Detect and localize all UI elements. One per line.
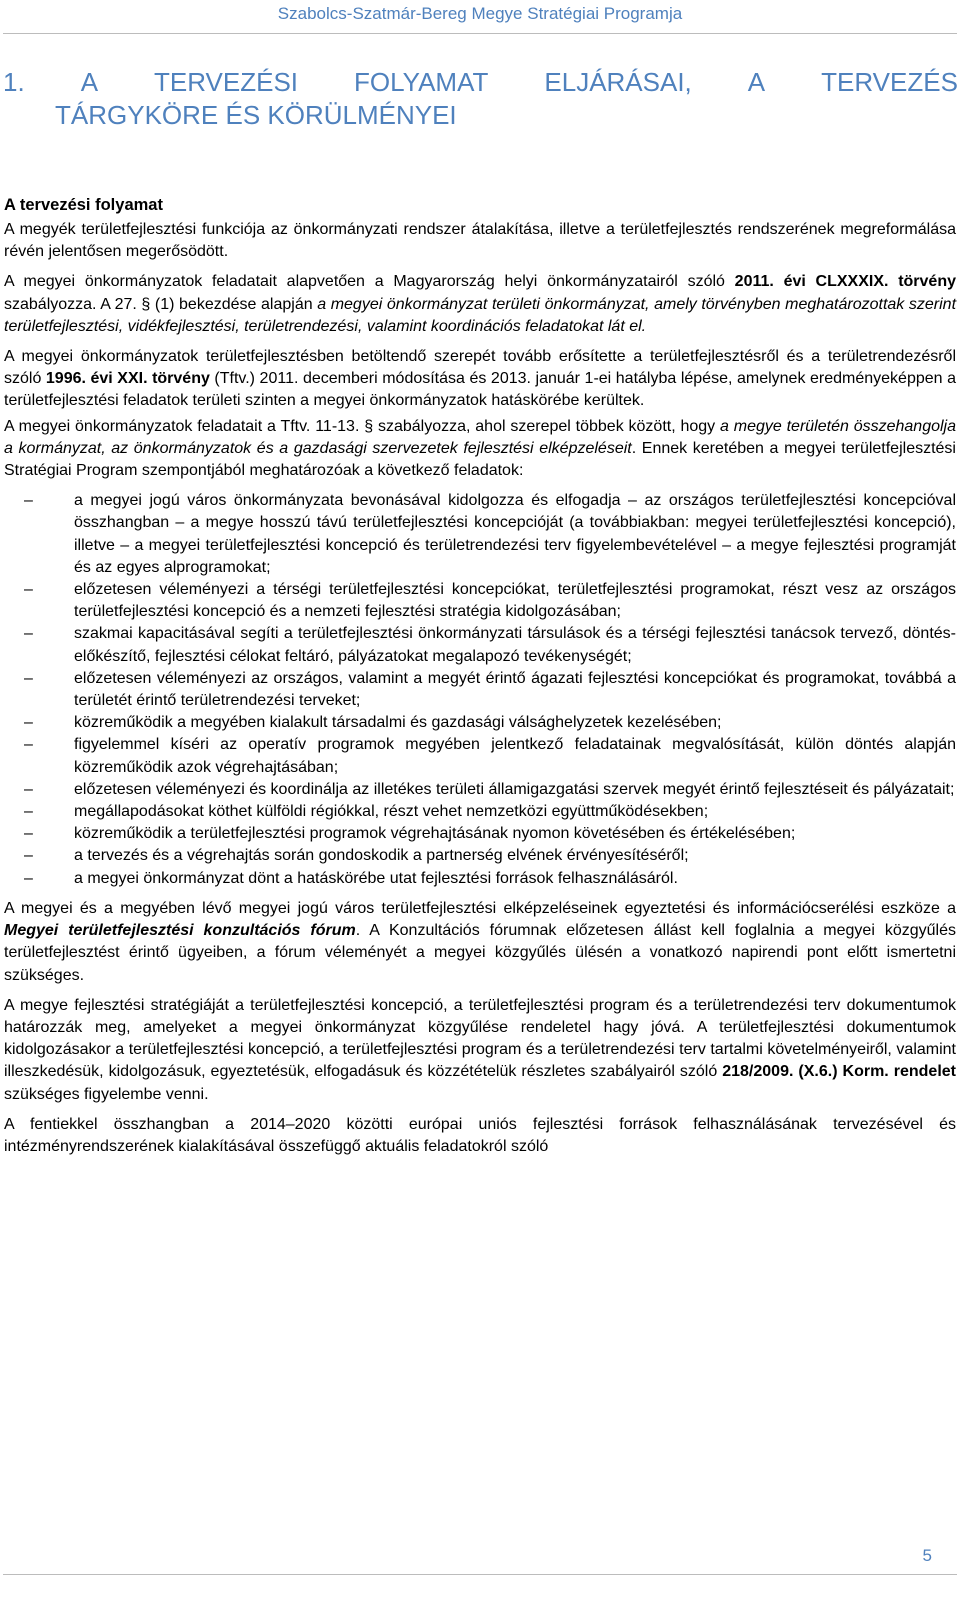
task-text: megállapodásokat köthet külföldi régiókkal, részt vehet nemzetközi együttműködésekben;	[74, 803, 709, 821]
task-list-item	[4, 579, 956, 623]
paragraph-3	[4, 346, 956, 413]
task-list-item	[4, 490, 956, 579]
law-reference-2011: 2011. évi CLXXXIX. törvény	[734, 273, 956, 291]
dash-bullet: –	[24, 714, 33, 732]
chapter-title-line-2: TÁRGYKÖRE ÉS KÖRÜLMÉNYEI	[55, 100, 457, 130]
task-list-item	[4, 868, 956, 890]
chapter-title-word: TERVEZÉS	[821, 67, 958, 97]
dash-bullet: –	[24, 581, 33, 599]
task-list	[4, 490, 956, 890]
paragraph-6	[4, 995, 956, 1106]
paragraph-4-quote: a megye területén összehangolja a kormányzat, az önkormányzatok és a gazdasági szervezetek fejlesztési elképzeléseit	[4, 417, 957, 457]
dash-bullet: –	[24, 803, 33, 821]
page-body	[4, 194, 956, 1166]
paragraph-7: A fentiekkel összhangban a 2014–2020 közötti európai uniós fejlesztési források felhasználásának tervezésével és intézményrendszerének kialakításával összefüggő aktuális feladatokról szóló	[4, 1115, 956, 1155]
paragraph-2-text-a: A megyei önkormányzatok feladatait alapvetően a Magyarország helyi önkormányzatairól szóló	[4, 273, 735, 291]
task-list-item	[4, 801, 956, 823]
chapter-title-word: A	[80, 67, 99, 97]
task-list-item	[4, 734, 956, 778]
paragraph-3-text-a: A megyei önkormányzatok területfejlesztésben betöltendő szerepét tovább erősítette a területfejlesztésről és a területrendezésről szóló	[4, 348, 956, 388]
task-list-item	[4, 668, 956, 712]
task-list-item	[4, 712, 956, 734]
footer-divider	[3, 1574, 957, 1575]
dash-bullet: –	[24, 492, 33, 510]
task-list-item	[4, 823, 956, 845]
paragraph-4-text-a: A megyei önkormányzatok feladatait a Tftv. 11-13. § szabályozza, ahol szerepel többek között, hogy	[4, 417, 721, 435]
law-reference-1996: 1996. évi XXI. törvény	[45, 370, 210, 388]
paragraph-4	[4, 416, 956, 483]
chapter-title-word: TERVEZÉSI	[154, 67, 299, 97]
paragraph-3-text-c: (Tftv.) 2011. decemberi módosítása és 2013. január 1-ei hatályba lépése, amelynek eredményeképpen a területfejlesztési feladatok területi szinten a megyei önkormányzatok hatáskörébe kerültek.	[4, 370, 956, 410]
dash-bullet: –	[24, 669, 33, 687]
chapter-number: 1.	[3, 67, 25, 97]
chapter-title-word: ELJÁRÁSAI,	[544, 67, 692, 97]
paragraph-2-quote: a megyei önkormányzat területi önkormányzat, amely törvényben meghatározottak szerint területfejlesztési, vidékfejlesztési, területrendezési, valamint koordinációs feladatokat lát el.	[4, 295, 957, 335]
task-text: előzetesen véleményezi és koordinálja az illetékes területi államigazgatási szervek megyét érintő fejlesztéseit és pályázatait;	[74, 780, 955, 798]
dash-bullet: –	[24, 736, 33, 754]
page-number: 5	[922, 1546, 932, 1565]
task-text: a megyei önkormányzat dönt a hatáskörébe utat fejlesztési források felhasználásáról.	[74, 869, 678, 887]
dash-bullet: –	[24, 869, 33, 887]
task-text: közreműködik a megyében kialakult társadalmi és gazdasági válsághelyzetek kezelésében;	[74, 714, 722, 732]
dash-bullet: –	[24, 780, 33, 798]
decree-reference: 218/2009. (X.6.) Korm. rendelet	[722, 1063, 956, 1081]
paragraph-5-text-c: . A Konzultációs fórumnak előzetesen állást kell foglalnia a megyei közgyűlés területfejlesztést érintő ügyeiben, a fórum véleményét a megyei közgyűlés ülésén a vonatkozó napirendi pont előtt ismertetni szükséges.	[4, 922, 956, 984]
task-text: előzetesen véleményezi az országos, valamint a megyét érintő ágazati fejlesztési koncepciókat és programokat, továbbá a területét érintő területrendezési terveket;	[74, 669, 956, 710]
chapter-title-word: FOLYAMAT	[354, 67, 489, 97]
task-list-item	[4, 779, 956, 801]
task-text: közreműködik a területfejlesztési programok végrehajtásának nyomon követésében és értékelésében;	[74, 825, 796, 843]
task-list-item	[4, 623, 956, 667]
paragraph-2-text-c: szabályozza. A 27. § (1) bekezdése alapján	[4, 295, 318, 313]
chapter-title-line-1	[3, 66, 958, 99]
paragraph-6-text-a: A megye fejlesztési stratégiáját a területfejlesztési koncepció, a területfejlesztési program és a területrendezési terv dokumentumok határozzák meg, amelyeket a megyei önkormányzat közgyűlése rendeletel hagy jóvá. A területfejlesztési dokumentumok kidolgozásakor a területfejlesztési koncepció, a területfejlesztési program és a területrendezési terv tartalmi követelményeiről, valamint illeszkedésük, kidolgozásuk, egyeztetésük, elfogadásuk és közzétételük részletes szabályairól szóló	[4, 996, 956, 1081]
task-list-item	[4, 845, 956, 867]
dash-bullet: –	[24, 625, 33, 643]
chapter-title	[3, 66, 958, 132]
paragraph-5-text-a: A megyei és a megyében lévő megyei jogú város területfejlesztési elképzeléseinek egyeztetési és információcserélési eszköze a	[4, 899, 956, 917]
paragraph-2	[4, 271, 956, 338]
task-text: a tervezés és a végrehajtás során gondoskodik a partnerség elvének érvényesítéséről;	[74, 847, 689, 865]
paragraph-1: A megyék területfejlesztési funkciója az önkormányzati rendszer átalakítása, illetve a területfejlesztés rendszerének megreformálása révén jelentősen megerősödött.	[4, 221, 956, 261]
chapter-title-word: A	[747, 67, 766, 97]
dash-bullet: –	[24, 847, 33, 865]
paragraph-4-text-c: . Ennek keretében a megyei területfejlesztési Stratégiai Program szempontjából meghatározóak a következő feladatok:	[4, 439, 956, 480]
task-text: a megyei jogú város önkormányzata bevonásával kidolgozza és elfogadja – az országos területfejlesztési koncepcióval összhangban – a megye hosszú távú területfejlesztési koncepcióját (a továbbiakban: megyei területfejlesztési koncepció), illetve – a megyei területfejlesztési koncepció és területrendezési terv figyelembevételével – a megye fejlesztési programját és az egyes alprogramokat;	[74, 492, 956, 576]
dash-bullet: –	[24, 825, 33, 843]
task-text: szakmai kapacitásával segíti a területfejlesztési önkormányzati társulások és a térségi fejlesztési tanácsok tervező, döntés-előkészítő, fejlesztési célokat feltáró, pályázatokat megalapozó tevékenységét;	[74, 625, 956, 665]
task-text: előzetesen véleményezi a térségi területfejlesztési koncepciókat, területfejlesztési programokat, részt vesz az országos területfejlesztési koncepció és a nemzeti fejlesztési stratégia kidolgozásában;	[74, 581, 956, 621]
paragraph-5	[4, 898, 956, 987]
section-heading: A tervezési folyamat	[4, 196, 163, 214]
task-text: figyelemmel kíséri az operatív programok megyében jelentkező feladatainak megvalósítását, külön döntés alapján közreműködik azok végrehajtásában;	[74, 736, 956, 776]
header-divider	[3, 33, 957, 34]
paragraph-6-text-c: szükséges figyelembe venni.	[4, 1085, 209, 1103]
running-header: Szabolcs-Szatmár-Bereg Megye Stratégiai Programja	[277, 4, 683, 23]
forum-name: Megyei területfejlesztési konzultációs fórum	[4, 922, 356, 940]
